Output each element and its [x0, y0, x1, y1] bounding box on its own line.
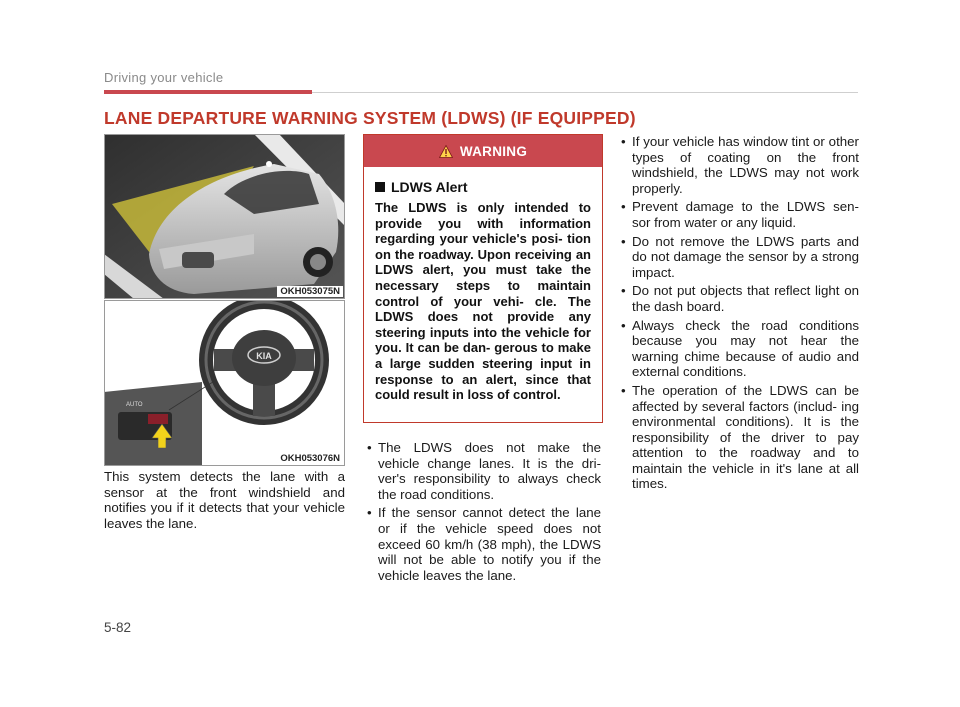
- intro-paragraph: This system detects the lane with a sensor at the front windshield and notifies you if it detects that your vehicle leaves the lane.: [104, 469, 345, 531]
- sensor-dot: [266, 161, 272, 167]
- figure-label: OKH053075N: [277, 286, 343, 298]
- warning-text: The LDWS is only intended to provide you with information regarding your vehicle's posi- tion on the roadway. Upon receiving an LDWS alert, you must take the necessary steps to maintain control of your vehi- cle. The LDWS does not provide any steering inputs into the vehicle for you. It can be dan- gerous to make a large sudden steering input in response to an alert, since that could result in loss of control.: [375, 200, 591, 403]
- page-header-title: Driving your vehicle: [104, 70, 224, 85]
- list-item: • If the sensor cannot detect the lane or if the vehicle speed does not exceed 60 km/h (38 mph), the LDWS will not be able to notify you if the vehicle leaves the lane.: [364, 505, 601, 583]
- figure-car-sensor: [104, 134, 345, 299]
- list-item: • Do not remove the LDWS parts and do not damage the sensor by a strong impact.: [618, 234, 859, 281]
- warning-header: [364, 135, 602, 167]
- warning-triangle-icon: [439, 145, 453, 158]
- square-bullet-icon: [375, 182, 385, 192]
- column2-bullet-list: [364, 440, 601, 586]
- header-accent-bar: [104, 90, 312, 94]
- page-number: 5-82: [104, 620, 132, 635]
- list-item: • Prevent damage to the LDWS sen- sor from water or any liquid.: [618, 199, 859, 230]
- warning-subheading: [375, 179, 591, 195]
- list-item: • The operation of the LDWS can be affected by several factors (includ- ing environmental conditions). It is the responsibility of the driver to pay attention to the roadway and to maintain the vehicle in it's lane at all times.: [618, 383, 859, 492]
- car-illustration: [104, 134, 345, 299]
- list-item: • The LDWS does not make the vehicle change lanes. It is the dri- ver's responsibility to always check the road conditions.: [364, 440, 601, 502]
- list-item: • Do not put objects that reflect light on the dash board.: [618, 283, 859, 314]
- figure-label: OKH053076N: [277, 453, 343, 465]
- steering-wheel-illustration: [104, 300, 345, 466]
- ldws-button: [148, 414, 168, 424]
- list-item: • Always check the road conditions because you may not hear the warning chime because of audio and external conditions.: [618, 318, 859, 380]
- kia-logo-text: KIA: [256, 351, 272, 361]
- auto-label: AUTO: [126, 402, 143, 408]
- list-item: • If your vehicle has window tint or other types of coating on the front windshield, the LDWS may not work properly.: [618, 134, 859, 196]
- section-title: LANE DEPARTURE WARNING SYSTEM (LDWS) (IF EQUIPPED): [104, 108, 636, 128]
- warning-heading: WARNING: [459, 143, 528, 159]
- figure-steering-wheel: [104, 300, 345, 466]
- warning-box: [363, 134, 603, 423]
- warning-subheading-text: LDWS Alert: [391, 179, 468, 195]
- column3-bullet-list: [618, 134, 859, 495]
- header-divider-line: [312, 92, 858, 93]
